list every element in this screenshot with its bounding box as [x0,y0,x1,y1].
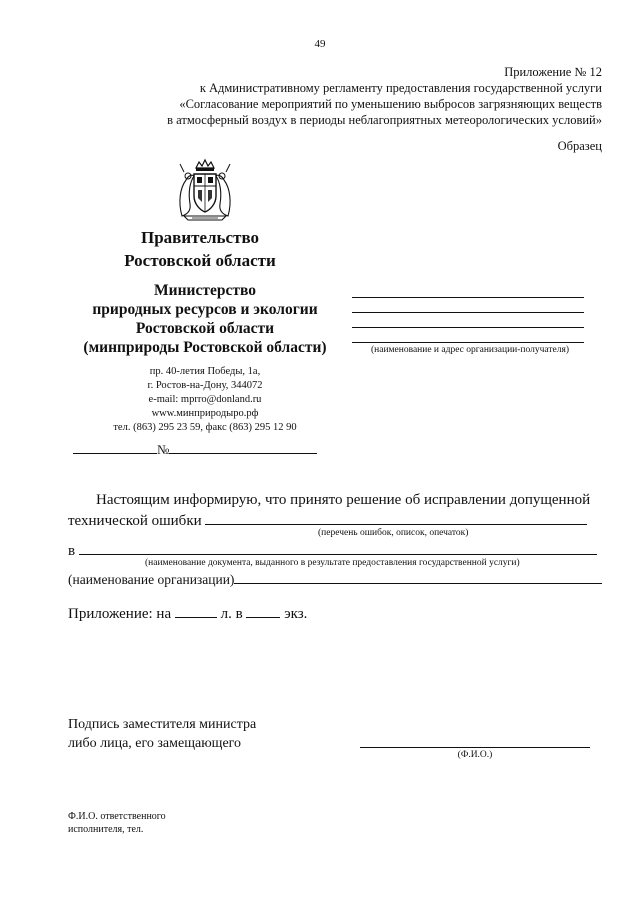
appendix-sheets-label: л. в [220,606,243,622]
address-street: пр. 40-летия Победы, 1а, [149,366,261,377]
page-number: 49 [314,38,326,50]
document-caption: (наименование документа, выданного в результате предоставления государственной услуги) [145,558,520,568]
address-phone-fax: тел. (863) 295 23 59, факс (863) 295 12 90 [113,422,297,433]
annex-service-name-1: «Согласование мероприятий по уменьшению выбросов загрязняющих веществ [179,97,602,111]
outgoing-number-row [73,439,317,458]
signature-caption: (Ф.И.О.) [457,750,493,760]
appendix-copies-label: экз. [284,606,308,622]
technical-error-label: технической ошибки [68,513,202,529]
appendix-row [68,603,307,623]
executor-info-line-2: исполнителя, тел. [68,824,144,835]
appendix-sheets-blank [175,603,217,618]
technical-error-blank [205,510,587,525]
government-title [95,226,305,272]
date-blank-line [73,439,157,454]
organization-blank [234,569,602,584]
ministry-address [60,365,350,435]
annex-title: Приложение № 12 [504,65,602,79]
ministry-title-line-2: природных ресурсов и экологии [92,301,318,318]
address-email: e-mail: mprro@donland.ru [148,394,262,405]
technical-error-row [68,510,587,530]
ministry-title-line-1: Министерство [154,282,256,299]
signature-block [68,715,256,753]
appendix-label: Приложение: на [68,606,172,622]
ministry-title [60,281,350,357]
recipient-line-2 [352,312,584,313]
recipient-line-4 [352,342,584,343]
executor-info [68,810,166,836]
government-title-line-2: Ростовской области [124,251,276,270]
organization-row [68,569,602,588]
document-blank [79,540,597,555]
ministry-title-line-4: (минприроды Ростовской области) [83,339,327,356]
recipient-line-1 [352,297,584,298]
errors-caption: (перечень ошибок, описок, опечаток) [318,528,469,538]
executor-info-line-1: Ф.И.О. ответственного [68,811,166,822]
address-city: г. Ростов-на-Дону, 344072 [147,380,263,391]
organization-label: (наименование организации) [68,572,235,587]
signature-title-line-1: Подпись заместителя министра [68,717,257,732]
address-website: www.минприродыро.рф [151,408,259,419]
signature-blank-line [360,747,590,748]
recipient-line-3 [352,327,584,328]
ministry-title-line-3: Ростовской области [135,320,275,337]
coat-of-arms-emblem [172,158,238,224]
document-row [68,540,597,560]
decision-paragraph-line-1: Настоящим информирую, что принято решение об исправлении допущенной [96,492,591,508]
sample-label: Образец [557,139,602,153]
number-blank-line [169,439,317,454]
annex-regulation: к Административному регламенту предоставления государственной услуги [199,81,602,95]
appendix-copies-blank [246,603,280,618]
number-sign: № [157,442,170,457]
annex-service-name-2: в атмосферный воздух в периоды неблагоприятных метеорологических условий» [167,113,602,127]
recipient-caption: (наименование и адрес организации-получателя) [370,345,569,355]
document-prefix: в [68,543,76,559]
government-title-line-1: Правительство [140,228,260,247]
signature-title-line-2: либо лица, его замещающего [68,736,242,751]
